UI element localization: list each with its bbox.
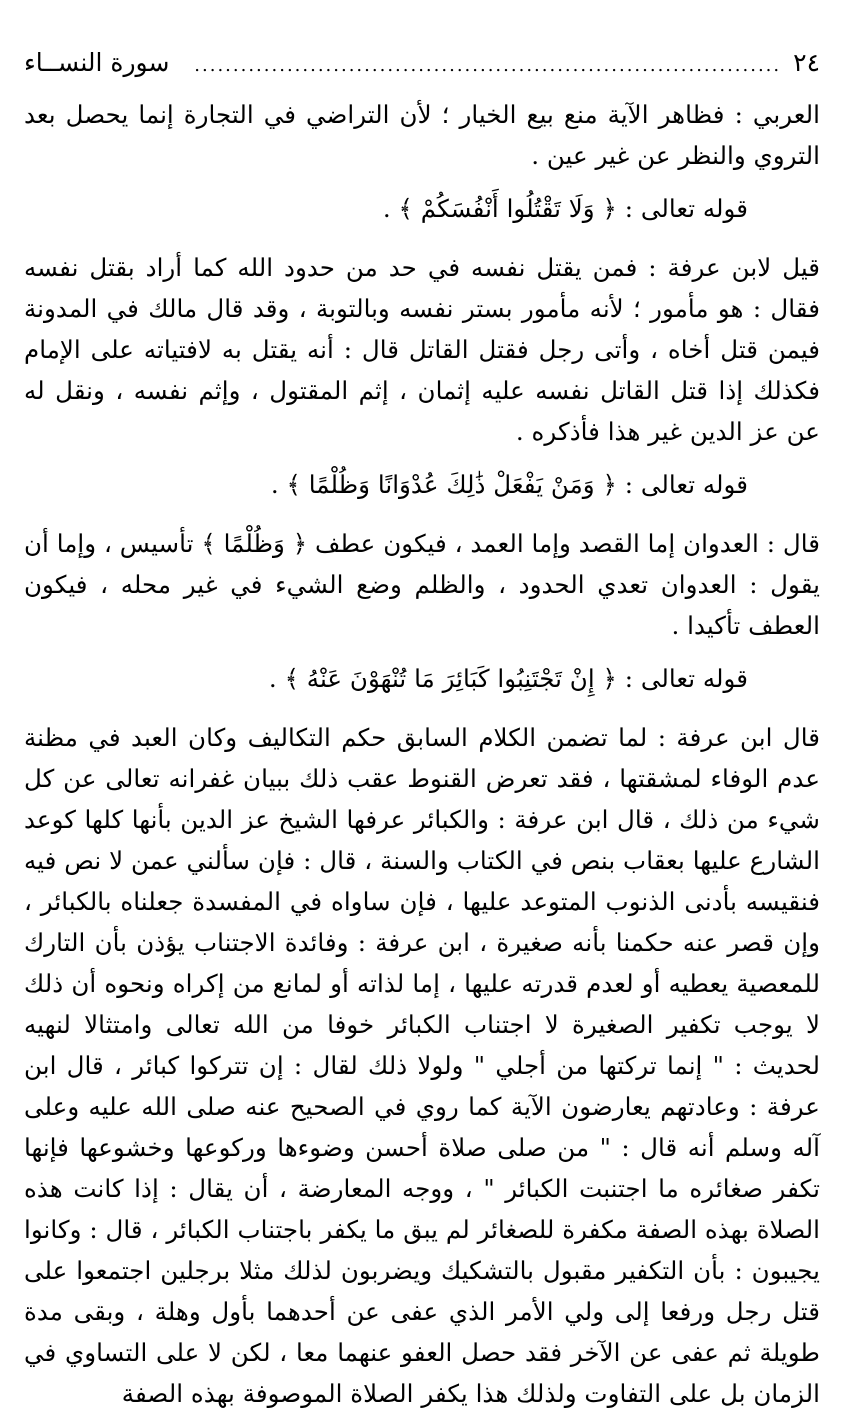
verse-lead: قوله تعالى : [624, 470, 748, 499]
page-number: ٢٤ [793, 48, 820, 77]
surah-title: سورة النســاء [24, 48, 170, 77]
verse-tail: . [270, 470, 279, 499]
verse-lead: قوله تعالى : [624, 664, 748, 693]
paragraph: العربي : فظاهر الآية منع بيع الخيار ؛ لأن التراضي في التجارة إنما يحصل بعد التروي والنظر عن غير عين . [24, 100, 820, 170]
verse-heading [24, 188, 820, 229]
quran-verse: ﴿ وَلَا تَقْتُلُوا أَنْفُسَكُمْ ﴾ [398, 194, 617, 223]
paragraph: قال : العدوان إما القصد وإما العمد ، فيكون عطف ﴿ وَظُلْمًا ﴾ تأسيس ، وإما أن يقول : العدوان تعدي الحدود ، والظلم وضع الشيء في غير محله ، فيكون العطف تأكيدا . [24, 529, 820, 640]
running-header [24, 48, 820, 94]
paragraph: قال ابن عرفة : لما تضمن الكلام السابق حكم التكاليف وكان العبد في مظنة عدم الوفاء لمشقتها ، فقد تعرض القنوط عقب ذلك ببيان غفرانه تعالى عن كل شيء من ذلك ، قال ابن عرفة : والكبائر عرفها الشيخ عز الدين بأنها كلها كوعد الشارع عليها بعقاب بنص في الكتاب والسنة ، قال : فإن سألني عمن لا نص فيه فنقيسه بأدنى الذنوب المتوعد عليها ، فإن ساواه في المفسدة جعلناه بالكبائر ، وإن قصر عنه حكمنا بأنه صغيرة ، ابن عرفة : وفائدة الاجتناب يؤذن بأن التارك للمعصية يعطيه أو لعدم قدرته عليها ، إما لذاته أو لمانع من إكراه ونحوه أن ذلك لا يوجب تكفير الصغيرة لا اجتناب الكبائر خوفا من الله تعالى وامتثالا لنهيه لحديث : " إنما تركتها من أجلي " ولولا ذلك لقال : إن تتركوا كبائر ، قال ابن عرفة : وعادتهم يعارضون الآية كما روي في الصحيح عنه صلى الله عليه وعلى آله وسلم أنه قال : " من صلى صلاة أحسن وضوءها وركوعها وخشوعها فإنها تكفر صغائره ما اجتنبت الكبائر " ، ووجه المعارضة ، أن يقال : إذا كانت هذه الصلاة بهذه الصفة مكفرة للصغائر لم يبق ما يكفر باجتناب الكبائر ، قال : وكانوا يجيبون : بأن التكفير مقبول بالتشكيك ويضربون لذلك مثلا برجلين اجتمعوا على قتل رجل ورفعا إلى ولي الأمر الذي عفى عن أحدهما بأول وهلة ، وبقى مدة طويلة ثم عفى عن الآخر فقد حصل العفو عنهما معا ، لكن لا على التساوي في الزمان بل على التفاوت ولذلك هذا يكفر الصلاة الموصوفة بهذه الصفة [24, 723, 820, 1408]
quran-verse: ﴿ وَمَنْ يَفْعَلْ ذَٰلِكَ عُدْوَانًا وَظُلْمًا ﴾ [286, 470, 617, 499]
quran-verse: ﴿ إِنْ تَجْتَنِبُوا كَبَائِرَ مَا تُنْهَوْنَ عَنْهُ ﴾ [284, 664, 617, 693]
verse-heading [24, 464, 820, 505]
verse-heading [24, 658, 820, 699]
verse-tail: . [382, 194, 391, 223]
verse-lead: قوله تعالى : [624, 194, 748, 223]
verse-tail: . [268, 664, 277, 693]
header-leader-dots: ............................................................................ [194, 55, 782, 76]
paragraph: قيل لابن عرفة : فمن يقتل نفسه في حد من حدود الله كما أراد بقتل نفسه فقال : هو مأمور ؛ لأنه مأمور بستر نفسه وبالتوبة ، وقد قال مالك في المدونة فيمن قتل أخاه ، وأتى رجل فقتل القاتل قال : أنه يقتل به لافتياته على الإمام فكذلك إذا قتل القاتل نفسه عليه إثمان ، إثم المقتول ، وإثم نفسه ، ونقل له عن عز الدين غير هذا فأذكره . [24, 253, 820, 446]
